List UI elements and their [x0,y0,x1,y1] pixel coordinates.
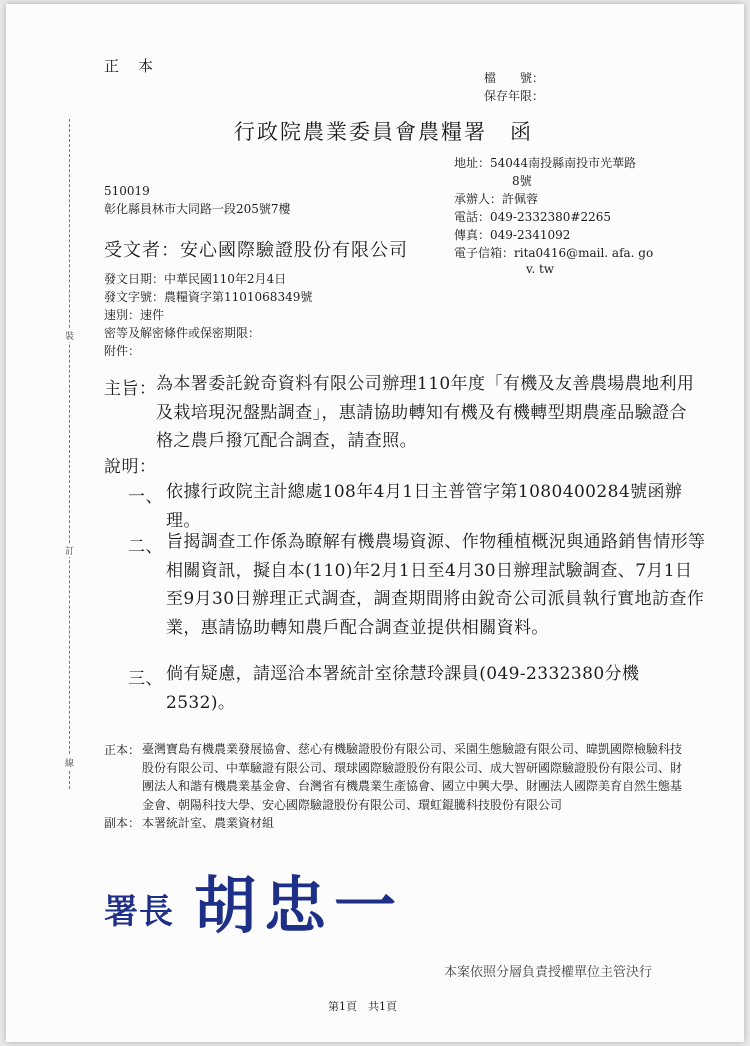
item-3-text: 倘有疑慮，請逕洽本署統計室徐慧玲課員(049-2332380分機2532)。 [166,664,640,713]
binding-mark-2: 訂 [65,544,74,557]
item-1-text: 依據行政院主計總處108年4月1日主普管字第1080400284號函辦理。 [166,482,683,531]
recipient-postal-code: 510019 [104,184,150,198]
binding-mark-3: 線 [65,756,74,769]
file-number-label: 檔 號： [484,71,545,85]
page-number: 第1頁 共1頁 [328,1000,397,1013]
cc-original-label: 正本： [104,743,141,757]
item-1-number: 一、 [128,487,163,507]
binding-mark-1: 裝 [65,329,74,342]
sender-email: 電子信箱：rita0416@mail. afa. go [454,246,654,260]
sender-email-cont: v. tw [526,262,555,276]
document-title: 行政院農業委員會農糧署 函 [234,120,533,144]
subject-label: 主旨： [104,379,157,399]
delegation-note: 本案依照分層負責授權單位主管決行 [444,965,653,980]
sender-contact: 承辦人：許佩蓉 [454,192,539,206]
cc-copy-label: 副本： [104,816,141,830]
item-2-text: 旨揭調查工作係為瞭解有機農場資源、作物種植概況與通路銷售情形等相關資訊，擬自本(110)年2月1日至4月30日辦理試驗調查、7月1日至9月30日辦理正式調查，調查期間將由銳奇公司派員執行實地訪查作業，惠請協助轉知農戶配合調查並提供相關資料。 [166,532,706,638]
item-2-number: 二、 [128,537,163,557]
cc-original-list: 臺灣寶島有機農業發展協會、慈心有機驗證股份有限公司、采園生態驗證有限公司、暐凱國際檢驗科技股份有限公司、中華驗證有限公司、環球國際驗證股份有限公司、成大智研國際驗證股份有限公司、財團法人和諧有機農業基金會、台灣省有機農業生產協會、國立中興大學、財團法人國際美育自然生態基金會、朝陽科技大學、安心國際驗證股份有限公司、環虹錕騰科技股份有限公司 [142,742,683,812]
sender-address-cont: 8號 [512,174,532,188]
sender-fax: 傳真：049-2341092 [454,228,571,242]
explanation-label: 說明： [104,457,157,477]
recipient-label: 受文者：安心國際驗證股份有限公司 [104,240,408,261]
retention-label: 保存年限： [484,89,545,103]
issue-number: 發文字號：農糧資字第1101068349號 [104,290,313,304]
issue-date: 發文日期：中華民國110年2月4日 [104,272,287,286]
item-3-number: 三、 [128,669,163,689]
delivery-speed: 速別：速件 [104,308,165,322]
sender-phone: 電話：049-2332380#2265 [454,210,611,224]
secrecy-level: 密等及解密條件或保密期限： [104,326,261,340]
signature-name: 胡忠一 [194,869,405,942]
recipient-address: 彰化縣員林市大同路一段205號7樓 [104,202,291,216]
copy-type-label: 正 本 [104,57,156,75]
signature-title: 署長 [104,892,174,932]
binding-line [69,119,70,789]
attachment-label: 附件： [104,344,141,358]
subject-text: 為本署委託銳奇資料有限公司辦理110年度「有機及友善農場農地利用及栽培現況盤點調查」，惠請協助轉知有機及有機轉型期農產品驗證合格之農戶撥冗配合調查，請查照。 [156,374,695,451]
document-page [6,4,744,1042]
sender-address: 地址：54044南投縣南投市光華路 [454,156,637,170]
cc-copy-list: 本署統計室、農業資材組 [142,816,275,830]
